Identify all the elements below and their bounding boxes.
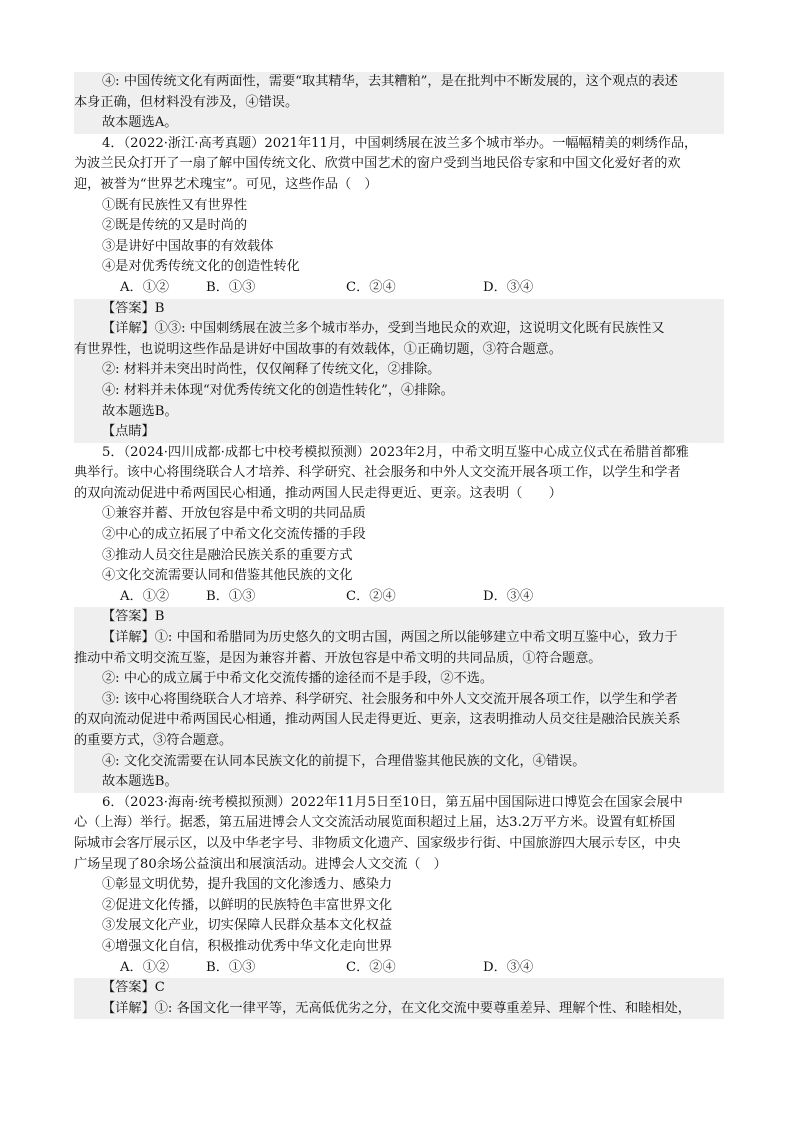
explanation-line: ③: 该中心将围绕联合人才培养、科学研究、社会服务和中外人文交流开展各项工作，以学生和学者 (74, 690, 724, 711)
question-6-stem: 6．（2023·海南·统考模拟预测）2022年11月5日至10日，第五届中国国际进口博览会在国家会展中 (102, 794, 683, 810)
question-6-statement: ③发展文化产业，切实保障人民群众基本文化权益 (102, 918, 393, 934)
question-4-statement: ①既有民族性又有世界性 (102, 197, 248, 213)
explanation-line: ②: 中心的成立属于中希文化交流传播的途径而不是手段，②不选。 (74, 669, 724, 690)
explanation-line: ④: 文化交流需要在认同本民族文化的前提下，合理借鉴其他民族的文化，④错误。 (74, 752, 724, 773)
question-6-stem: 广场呈现了80余场公益演出和展演活动。进博会人文交流（ ） (74, 856, 447, 872)
question-5-stem: 5．（2024·四川成都·成都七中校考模拟预测）2023年2月，中希文明互鉴中心成立仪式在希腊首都雅 (102, 444, 689, 460)
tip-heading: 【点睛】 (74, 422, 724, 443)
explanation-line: 【详解】①: 各国文化一律平等，无高低优劣之分，在文化交流中要尊重差异、理解个性、和睦相处， (74, 999, 724, 1020)
question-4-statement: ④是对优秀传统文化的创造性转化 (102, 259, 300, 275)
question-4-choices (74, 278, 724, 299)
question-5-statement: ②中心的成立拓展了中希文化交流传播的手段 (102, 527, 366, 543)
analysis-line: 本身正确，但材料没有涉及，④错误。 (74, 93, 724, 114)
choice-d: D．③④ (483, 588, 534, 604)
explanation-line: 推动中希文明交流互鉴，是因为兼容并蓄、开放包容是中希文明的共同品质，①符合题意。 (74, 649, 724, 670)
conclusion-line: 故本题选B。 (74, 402, 724, 423)
question-6-choices (74, 958, 724, 979)
conclusion-line: 故本题选A。 (74, 113, 724, 134)
choice-d: D．③④ (483, 279, 534, 295)
explanation-line: 有世界性，也说明这些作品是讲好中国故事的有效载体，①正确切题，③符合题意。 (74, 340, 724, 361)
document-page (74, 72, 724, 1019)
choice-b: B．①③ (206, 959, 256, 975)
explanation-line: 【详解】①: 中国和希腊同为历史悠久的文明古国，两国之所以能够建立中希文明互鉴中心，致力于 (74, 628, 724, 649)
question-4-stem: 4．（2022·浙江·高考真题）2021年11月，中国刺绣展在波兰多个城市举办。一幅幅精美的刺绣作品， (102, 135, 698, 151)
question-4-stem: 迎，被誉为“世界艺术瑰宝”。可见，这些作品（ ） (74, 176, 378, 192)
question-6-stem: 际城市会客厅展示区，以及中华老字号、非物质文化遗产、国家级步行街、中国旅游四大展示专区，中央 (74, 835, 681, 851)
answer-line: 【答案】B (74, 607, 724, 628)
choice-c: C．②④ (346, 588, 396, 604)
question-5-choices (74, 587, 724, 608)
question-4-statement: ③是讲好中国故事的有效载体 (102, 238, 274, 254)
question-5-statement: ①兼容并蓄、开放包容是中希文明的共同品质 (102, 506, 366, 522)
explanation-line: 【详解】①③: 中国刺绣展在波兰多个城市举办，受到当地民众的欢迎，这说明文化既有民族性又 (74, 319, 724, 340)
choice-c: C．②④ (346, 959, 396, 975)
question-4-statement: ②既是传统的又是时尚的 (102, 218, 248, 234)
conclusion-line: 故本题选B。 (74, 772, 724, 793)
choice-d: D．③④ (483, 959, 534, 975)
answer-line: 【答案】B (74, 299, 724, 320)
analysis-line: ④: 中国传统文化有两面性，需要“取其精华，去其糟粕”，是在批判中不断发展的，这个观点的表述 (74, 72, 724, 93)
question-6-statement: ②促进文化传播，以鲜明的民族特色丰富世界文化 (102, 897, 393, 913)
choice-a: A．①② (120, 588, 170, 604)
explanation-line: ④: 材料并未体现“对优秀传统文化的创造性转化”，④排除。 (74, 381, 724, 402)
question-4-stem: 为波兰民众打开了一扇了解中国传统文化、欣赏中国艺术的窗户受到当地民俗专家和中国文化爱好者的欢 (74, 156, 681, 172)
question-5-statement: ④文化交流需要认同和借鉴其他民族的文化 (102, 568, 353, 584)
choice-a: A．①② (120, 279, 170, 295)
question-5-stem: 典举行。该中心将围绕联合人才培养、科学研究、社会服务和中外人文交流开展各项工作，以学生和学者 (74, 465, 681, 481)
question-6-statement: ①彰显文明优势，提升我国的文化渗透力、感染力 (102, 877, 393, 893)
explanation-line: ②: 材料并未突出时尚性，仅仅阐释了传统文化，②排除。 (74, 360, 724, 381)
question-6-statement: ④增强文化自信，积极推动优秀中华文化走向世界 (102, 938, 393, 954)
answer-line: 【答案】C (74, 978, 724, 999)
choice-b: B．①③ (206, 279, 256, 295)
question-5-statement: ③推动人员交往是融洽民族关系的重要方式 (102, 547, 353, 563)
choice-a: A．①② (120, 959, 170, 975)
explanation-line: 的双向流动促进中希两国民心相通，推动两国人民走得更近、更亲，这表明推动人员交往是融洽民族关系 (74, 710, 724, 731)
explanation-line: 的重要方式，③符合题意。 (74, 731, 724, 752)
choice-b: B．①③ (206, 588, 256, 604)
question-5-stem: 的双向流动促进中希两国民心相通，推动两国人民走得更近、更亲。这表明（ ） (74, 485, 562, 501)
question-6-stem: 心（上海）举行。据悉，第五届进博会人文交流活动展览面积超过上届，达3.2万平方米。设置有虹桥国 (74, 815, 676, 831)
choice-c: C．②④ (346, 279, 396, 295)
